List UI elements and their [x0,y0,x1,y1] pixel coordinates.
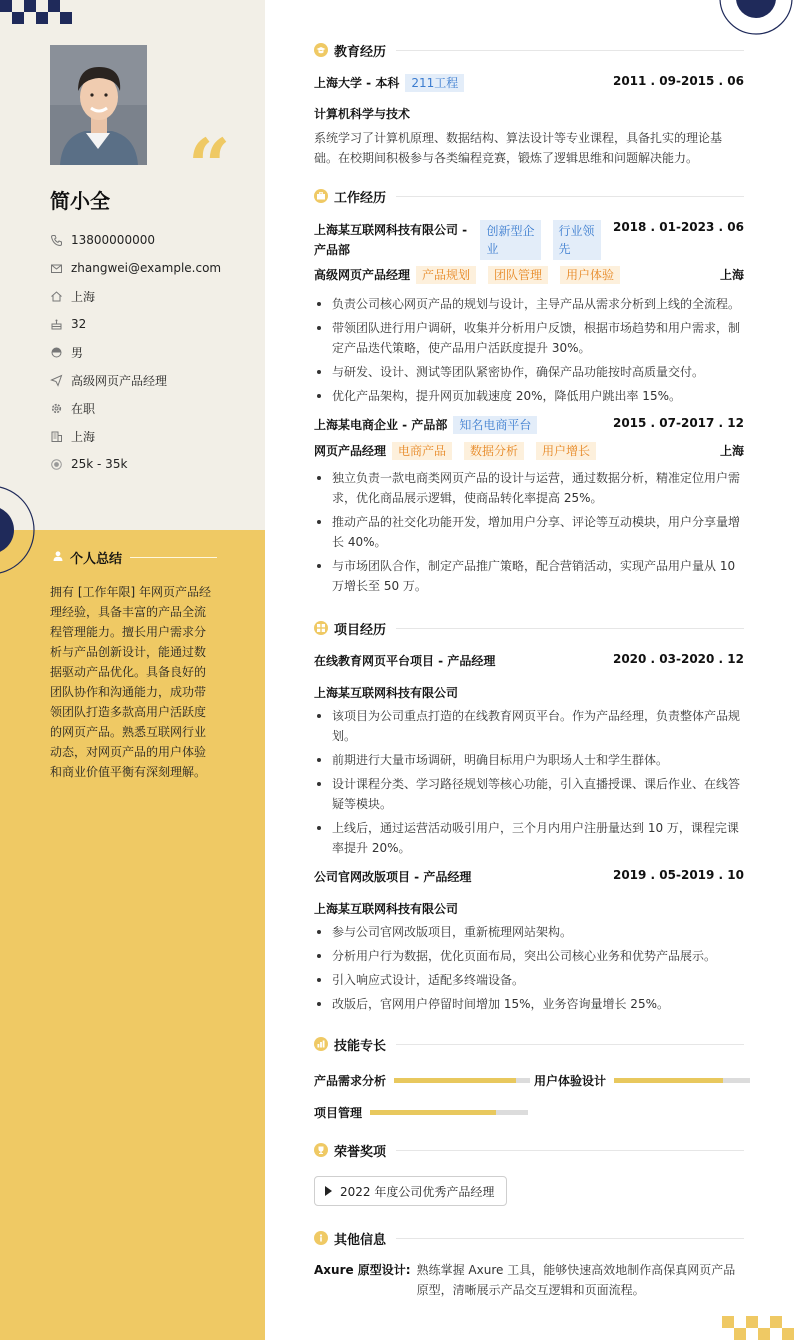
section-other-title: 其他信息 [334,1232,387,1248]
job-2-date: 2015 . 07-2017 . 12 [612,416,744,430]
main-content [265,0,794,1340]
send-icon [50,374,63,387]
education-header-row [314,74,744,100]
award-item-button[interactable] [314,1176,507,1206]
job-1-position-row [314,266,744,290]
skill-item [314,1064,534,1096]
education-date: 2011 . 09-2015 . 06 [612,74,744,88]
section-divider [396,1044,744,1045]
skills-icon [314,1037,328,1051]
section-projects-heading [314,616,744,640]
section-divider [396,1150,744,1151]
job-2-company: 上海某电商企业 - 产品部 [314,418,448,432]
skill-item [314,1096,534,1128]
section-work-heading [314,184,744,208]
job-1-skill-tag: 团队管理 [488,266,548,284]
section-projects-title: 项目经历 [334,622,387,638]
list-item: 与研发、设计、测试等团队紧密协作，确保产品功能按时高质量交付。 [314,362,744,382]
circle-decoration-left [0,486,45,574]
info-icon [314,1231,328,1245]
job-2-tag: 知名电商平台 [453,416,537,434]
project-1-bullets [314,706,744,858]
project-2-header-row [314,868,744,896]
mail-icon [50,262,63,275]
job-2-bullets [314,468,744,596]
contact-info-list [50,226,221,478]
list-item: 前期进行大量市场调研，明确目标用户为职场人士和学生群体。 [314,750,744,770]
info-text-email: zhangwei@example.com [71,261,222,275]
skill-bar-fill [394,1078,516,1083]
info-row-salary [50,450,221,478]
info-text-location: 上海 [71,289,96,304]
job-1-city: 上海 [719,268,744,282]
resume-body [314,38,744,1300]
section-work-title: 工作经历 [334,190,387,206]
skills-grid [314,1064,754,1128]
education-tag: 211工程 [405,74,464,92]
briefcase-icon [314,189,328,203]
project-1-name: 在线教育网页平台项目 - 产品经理 [314,654,496,668]
list-item: 上线后，通过运营活动吸引用户，三个月内用户注册量达到 10 万，课程完课率提升 20%。 [314,818,744,858]
quote-mark-decoration: “ [188,124,231,210]
other-info-key: Axure 原型设计: [314,1263,411,1277]
job-1-company: 上海某互联网科技有限公司 - 产品部 [314,223,468,257]
job-2-city: 上海 [719,444,744,458]
section-education-heading [314,38,744,62]
job-1-bullets [314,294,744,406]
info-row-age [50,310,221,338]
job-1-skill-tag: 用户体验 [560,266,620,284]
building-icon [50,430,63,443]
award-label: 2022 年度公司优秀产品经理 [340,1184,495,1199]
project-2-bullets [314,922,744,1014]
job-1-tags [480,220,606,260]
project-2-date: 2019 . 05-2019 . 10 [612,868,744,882]
person-icon [52,550,64,565]
info-text-salary: 25k - 35k [71,457,128,471]
list-item: 优化产品架构，提升网页加载速度 20%，降低用户跳出率 15%。 [314,386,744,406]
skill-label: 用户体验设计 [534,1073,607,1088]
summary-divider [130,557,217,558]
graduation-cap-icon [314,43,328,57]
section-divider [396,196,744,197]
info-text-age: 32 [71,317,87,331]
age-icon [50,318,63,331]
list-item: 设计课程分类、学习路径规划等核心功能，引入直播授课、课后作业、在线答疑等模块。 [314,774,744,814]
project-2-company: 上海某互联网科技有限公司 [314,902,459,916]
info-text-gender: 男 [71,345,84,360]
project-1-header-row [314,652,744,680]
skill-label: 产品需求分析 [314,1073,387,1088]
project-2-name: 公司官网改版项目 - 产品经理 [314,870,472,884]
info-row-email [50,254,221,282]
info-row-location [50,282,221,310]
list-item: 推动产品的社交化功能开发，增加用户分享、评论等互动模块，用户分享量增长 40%。 [314,512,744,552]
job-1-skill-tag: 产品规划 [416,266,476,284]
job-1-tag: 行业领 先 [553,220,601,260]
list-item: 与市场团队合作，制定产品推广策略，配合营销活动，实现产品用户量从 10 万增长至 50 万。 [314,556,744,596]
awards-list [314,1176,744,1206]
gear-icon [50,402,63,415]
job-2-header-row [314,416,744,442]
education-major: 计算机科学与技术 [314,107,411,121]
job-2-position-row [314,442,744,468]
education-school: 上海大学 - 本科 [314,76,400,90]
list-item: 该项目为公司重点打造的在线教育网页平台。作为产品经理，负责整体产品规划。 [314,706,744,746]
list-item: 引入响应式设计，适配多终端设备。 [314,970,744,990]
other-info-value: 熟练掌握 Axure 工具，能够快速高效地制作高保真网页产品原型，清晰展示产品交互逻辑和页面流程。 [416,1263,736,1297]
summary-heading [52,548,217,567]
list-item: 负责公司核心网页产品的规划与设计，主导产品从需求分析到上线的全流程。 [314,294,744,314]
sidebar [0,0,265,1340]
info-text-phone: 13800000000 [71,233,155,247]
job-1-position: 高级网页产品经理 [314,268,411,282]
project-1-date: 2020 . 03-2020 . 12 [612,652,744,666]
list-item: 改版后，官网用户停留时间增加 15%，业务咨询量增长 25%。 [314,994,744,1014]
info-text-city: 上海 [71,429,96,444]
home-icon [50,290,63,303]
candidate-name: 简小全 [50,189,110,213]
info-row-status [50,394,221,422]
section-divider [396,628,744,629]
section-divider [396,1238,744,1239]
job-2-skill-tag: 电商产品 [392,442,452,460]
list-item: 独立负责一款电商类网页产品的设计与运营，通过数据分析，精准定位用户需求，优化商品展示逻辑，使商品转化率提高 25%。 [314,468,744,508]
circle-decoration-top-right [718,0,794,36]
section-awards-heading [314,1138,744,1162]
skill-bar-fill [370,1110,496,1115]
play-icon [325,1186,332,1196]
job-1-date: 2018 . 01-2023 . 06 [612,220,744,234]
section-education-title: 教育经历 [334,44,387,60]
project-icon [314,621,328,635]
job-2-position: 网页产品经理 [314,444,387,458]
skill-item [534,1064,754,1096]
job-1-header-row [314,220,744,260]
info-row-gender [50,338,221,366]
project-1-company: 上海某互联网科技有限公司 [314,686,459,700]
skill-bar [370,1110,528,1115]
section-other-heading [314,1226,744,1250]
other-info-row [314,1260,744,1300]
skill-bar [394,1078,530,1083]
gender-icon [50,346,63,359]
list-item: 参与公司官网改版项目，重新梳理网站架构。 [314,922,744,942]
job-2-skill-tag: 数据分析 [464,442,524,460]
section-skills-title: 技能专长 [334,1038,387,1054]
summary-text: 拥有 [工作年限] 年网页产品经理经验，具备丰富的产品全流程管理能力。擅长用户需求分析与产品创新设计，能通过数据驱动产品优化。具备良好的团队协作和沟通能力，成功带领团队打造多款高用户活跃度的网页产品。熟悉互联网行业动态，对网页产品的用户体验和商业价值平衡有深刻理解。 [50,585,211,779]
info-row-phone [50,226,221,254]
info-text-position: 高级网页产品经理 [71,373,168,388]
skill-bar-fill [614,1078,723,1083]
info-text-status: 在职 [71,401,96,416]
info-row-city [50,422,221,450]
salary-icon [50,458,63,471]
section-divider [396,50,744,51]
avatar-photo [50,45,147,165]
section-skills-heading [314,1032,744,1056]
job-1-tag: 创新型企 业 [480,220,540,260]
trophy-icon [314,1143,328,1157]
skill-bar [614,1078,750,1083]
phone-icon [50,234,63,247]
section-awards-title: 荣誉奖项 [334,1144,387,1160]
list-item: 带领团队进行用户调研，收集并分析用户反馈，根据市场趋势和用户需求，制定产品迭代策略，使产品用户活跃度提升 30%。 [314,318,744,358]
job-2-skill-tag: 用户增长 [536,442,596,460]
education-description: 系统学习了计算机原理、数据结构、算法设计等专业课程，具备扎实的理论基础。在校期间积极参与各类编程竞赛，锻炼了逻辑思维和问题解决能力。 [314,131,723,165]
list-item: 分析用户行为数据，优化页面布局，突出公司核心业务和优势产品展示。 [314,946,744,966]
skill-label: 项目管理 [314,1105,363,1120]
summary-title: 个人总结 [70,552,123,567]
info-row-position [50,366,221,394]
